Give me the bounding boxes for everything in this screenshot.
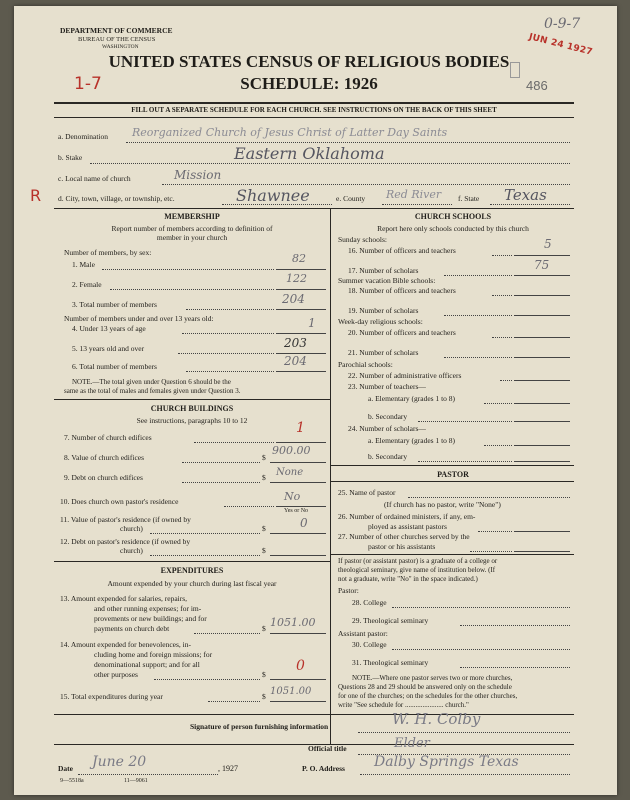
q23-label: 23. Number of teachers—	[348, 382, 426, 391]
county-line	[382, 204, 452, 205]
pastor-title: PASTOR	[437, 470, 469, 479]
county-label: e. County	[336, 194, 366, 203]
q23b-label: b. Secondary	[368, 412, 408, 421]
pastor-note-3: for one of the churches; on the schedules for the other churches,	[338, 692, 518, 700]
q6-dots	[186, 371, 274, 372]
q10-answer-line	[276, 506, 326, 507]
q8-value[interactable]: 900.00	[272, 444, 311, 457]
by-sex-label: Number of members, by sex:	[64, 248, 152, 257]
q9-dots	[182, 482, 260, 483]
q17-dots	[444, 275, 512, 276]
q11-label-2: church)	[120, 524, 143, 533]
q15-dots	[208, 701, 260, 702]
pastor-rule-top	[330, 465, 574, 466]
q4-answer-line	[276, 333, 326, 334]
official-title-value[interactable]: Elder	[394, 736, 430, 751]
q28-dots	[392, 607, 570, 608]
date-label: Date	[58, 764, 73, 773]
membership-title: MEMBERSHIP	[164, 212, 220, 221]
q11-dollar: $	[262, 524, 266, 533]
local-name-label: c. Local name of church	[58, 174, 131, 183]
q24a-dots	[484, 445, 512, 446]
by-age-label: Number of members under and over 13 years old:	[64, 314, 214, 323]
q15-answer-line	[270, 701, 326, 702]
q3-label: 3. Total number of members	[72, 300, 157, 309]
schools-title: CHURCH SCHOOLS	[414, 212, 492, 221]
pastor-note-2: Questions 28 and 29 should be answered only on the schedule	[338, 683, 512, 691]
address-line	[360, 774, 570, 775]
summer-label: Summer vacation Bible schools:	[338, 276, 436, 285]
graduate-text-2: theological seminary, give name of institution below. (If	[338, 566, 496, 574]
q31-dots	[460, 667, 570, 668]
q9-answer-line	[270, 482, 326, 483]
graduate-text-1: If pastor (or assistant pastor) is a graduate of a college or	[338, 557, 498, 565]
q13-dots	[194, 633, 260, 634]
q21-label: 21. Number of scholars	[348, 348, 419, 357]
q14-dots	[154, 679, 260, 680]
q3-dots	[186, 309, 274, 310]
yes-no-hint: Yes or No	[284, 508, 309, 514]
q2-value[interactable]: 122	[286, 272, 307, 285]
q4-label: 4. Under 13 years of age	[72, 324, 146, 333]
q12-dollar: $	[262, 546, 266, 555]
q26-dots	[478, 531, 512, 532]
city-label: d. City, town, village, or township, etc.	[58, 194, 175, 203]
q16-answer-line	[514, 255, 570, 256]
q8-answer-line	[270, 462, 326, 463]
q12-dots	[150, 555, 260, 556]
city-value[interactable]: Shawnee	[236, 186, 310, 205]
buildings-subtitle: See instructions, paragraphs 10 to 12	[136, 416, 248, 425]
q5-value[interactable]: 203	[284, 336, 307, 350]
q9-label: 9. Debt on church edifices	[64, 473, 143, 482]
date-value[interactable]: June 20	[92, 754, 147, 770]
sunday-label: Sunday schools:	[338, 235, 387, 244]
parochial-label: Parochial schools:	[338, 360, 393, 369]
header-rule-top	[54, 102, 574, 104]
schools-subtitle: Report here only schools conducted by this church	[377, 224, 529, 233]
q23a-answer-line	[514, 403, 570, 404]
membership-note-1: NOTE.—The total given under Question 6 should be the	[72, 378, 231, 386]
q7-answer-line	[276, 442, 326, 443]
q17-answer-line	[514, 275, 570, 276]
q20-label: 20. Number of officers and teachers	[348, 328, 456, 337]
q29-dots	[460, 625, 570, 626]
graduate-rule	[330, 554, 574, 555]
q23a-dots	[484, 403, 512, 404]
pastor-sub-label: Pastor:	[338, 586, 359, 595]
address-label: P. O. Address	[302, 764, 345, 773]
schedule-number: 486	[526, 78, 548, 93]
signature-line	[358, 732, 570, 733]
expenditures-rule	[54, 561, 330, 562]
q21-answer-line	[514, 357, 570, 358]
pastor-rule-bottom	[330, 481, 574, 482]
q7-dots	[194, 442, 274, 443]
column-divider	[330, 208, 331, 744]
q8-dots	[182, 462, 260, 463]
q21-dots	[444, 357, 512, 358]
q14-label-1: 14. Amount expended for benevolences, in-	[60, 640, 192, 649]
form-title: UNITED STATES CENSUS OF RELIGIOUS BODIES	[108, 52, 510, 71]
q24b-dots	[418, 461, 512, 462]
membership-subtitle-1: Report number of members according to definition of	[111, 224, 273, 233]
q22-label: 22. Number of administrative officers	[348, 371, 462, 380]
q4-value[interactable]: 1	[308, 316, 316, 330]
q14-label-2: cluding home and foreign missions; for	[94, 650, 213, 659]
table-top-rule	[54, 208, 574, 209]
q13-dollar: $	[262, 624, 266, 633]
q10-label: 10. Does church own pastor's residence	[60, 497, 179, 506]
pastor-note-1: NOTE.—Where one pastor serves two or more churches,	[352, 674, 513, 682]
q11-value[interactable]: 0	[300, 516, 308, 530]
q19-label: 19. Number of scholars	[348, 306, 419, 315]
footer-rule	[54, 714, 574, 715]
q3-value[interactable]: 204	[282, 292, 305, 306]
stamp-box	[510, 62, 520, 78]
q10-value[interactable]: No	[284, 490, 301, 503]
state-value[interactable]: Texas	[504, 186, 547, 204]
address-value[interactable]: Dalby Springs Texas	[374, 754, 519, 770]
q19-dots	[444, 315, 512, 316]
q24b-answer-line	[514, 461, 570, 462]
state-label: f. State	[458, 194, 480, 203]
denomination-value[interactable]: Reorganized Church of Jesus Christ of Latter Day Saints	[132, 126, 448, 139]
q14-value[interactable]: 0	[296, 658, 305, 674]
buildings-title: CHURCH BUILDINGS	[150, 404, 234, 413]
q27-answer-line	[514, 551, 570, 552]
form-number: 9—5518a	[60, 778, 84, 784]
expenditures-title: EXPENDITURES	[160, 566, 224, 575]
q15-value[interactable]: 1051.00	[270, 686, 312, 697]
expenditures-subtitle: Amount expended by your church during last fiscal year	[107, 579, 277, 588]
q27-label-2: pastor or his assistants	[368, 542, 436, 551]
q23b-dots	[418, 421, 512, 422]
q4-dots	[182, 333, 274, 334]
q15-label: 15. Total expenditures during year	[60, 692, 163, 701]
stake-label: b. Stake	[58, 153, 83, 162]
q24-label: 24. Number of scholars—	[348, 424, 426, 433]
pastor-note-4: write "See schedule for ...................... church."	[338, 701, 469, 709]
official-title-label: Official title	[308, 744, 347, 753]
q13-label-4: payments on church debt	[94, 624, 170, 633]
q24a-label: a. Elementary (grades 1 to 8)	[368, 436, 456, 445]
state-line	[490, 204, 570, 205]
date-year: , 1927	[218, 764, 238, 773]
q2-answer-line	[276, 289, 326, 290]
city-text: WASHINGTON	[102, 44, 139, 50]
date-line	[78, 774, 218, 775]
q26-answer-line	[514, 531, 570, 532]
q26-label-2: ployed as assistant pastors	[368, 522, 447, 531]
q6-value[interactable]: 204	[284, 354, 307, 368]
q13-label-2: and other running expenses; for im-	[94, 604, 202, 613]
q12-label-1: 12. Debt on pastor's residence (if owned by	[60, 537, 191, 546]
buildings-rule	[54, 399, 330, 400]
red-mark: R	[30, 186, 42, 205]
q6-label: 6. Total number of members	[72, 362, 157, 371]
q14-label-3: denominational support; and for all	[94, 660, 200, 669]
signature-value[interactable]: W. H. Colby	[392, 710, 481, 728]
county-value[interactable]: Red River	[386, 188, 442, 201]
q1-dots	[102, 269, 274, 270]
signature-label: Signature of person furnishing information	[190, 722, 329, 731]
denomination-label: a. Denomination	[58, 132, 108, 141]
q8-label: 8. Value of church edifices	[64, 453, 145, 462]
instruction-line: FILL OUT A SEPARATE SCHEDULE FOR EACH CHURCH. SEE INSTRUCTIONS ON THE BACK OF THIS SHEET	[131, 106, 497, 114]
q16-dots	[492, 255, 512, 256]
q20-answer-line	[514, 337, 570, 338]
q1-answer-line	[276, 269, 326, 270]
q3-answer-line	[276, 309, 326, 310]
local-name-line	[162, 184, 570, 185]
q13-value[interactable]: 1051.00	[270, 616, 316, 629]
q24b-label: b. Secondary	[368, 452, 408, 461]
q5-label: 5. 13 years old and over	[72, 344, 145, 353]
q26-label-1: 26. Number of ordained ministers, if any, em-	[338, 512, 476, 521]
q1-value[interactable]: 82	[292, 252, 306, 265]
q23b-answer-line	[514, 421, 570, 422]
q12-label-2: church)	[120, 546, 143, 555]
q16-label: 16. Number of officers and teachers	[348, 246, 456, 255]
q11-label-1: 11. Value of pastor's residence (if owned by	[60, 515, 191, 524]
q13-answer-line	[270, 633, 326, 634]
denomination-line	[126, 142, 570, 143]
form-number-2: 11—9061	[124, 778, 148, 784]
schedule-title: SCHEDULE: 1926	[240, 74, 378, 93]
local-name-value[interactable]: Mission	[174, 168, 222, 182]
q6-answer-line	[276, 371, 326, 372]
membership-subtitle-2: member in your church	[156, 233, 228, 242]
q22-dots	[500, 380, 512, 381]
q25-label: 25. Name of pastor	[338, 488, 396, 497]
census-schedule-sheet	[14, 6, 617, 795]
q5-dots	[178, 353, 274, 354]
q7-value[interactable]: 1	[296, 420, 305, 436]
top-right-annotation: 0-9-7	[544, 16, 581, 32]
q8-dollar: $	[262, 453, 266, 462]
q27-dots	[470, 551, 512, 552]
q19-answer-line	[514, 315, 570, 316]
q12-answer-line	[270, 555, 326, 556]
q13-label-3: provements or new buildings; and for	[94, 614, 207, 623]
q29-label: 29. Theological seminary	[352, 616, 429, 625]
q18-dots	[492, 295, 512, 296]
q31-label: 31. Theological seminary	[352, 658, 429, 667]
q11-answer-line	[270, 533, 326, 534]
q25-dots	[408, 497, 570, 498]
q23a-label: a. Elementary (grades 1 to 8)	[368, 394, 456, 403]
q9-value[interactable]: None	[276, 467, 304, 478]
stake-value[interactable]: Eastern Oklahoma	[234, 144, 385, 163]
q2-label: 2. Female	[72, 280, 102, 289]
q9-dollar: $	[262, 473, 266, 482]
q1-label: 1. Male	[72, 260, 95, 269]
graduate-text-3: not a graduate, write "No" in the space indicated.)	[338, 575, 478, 583]
q27-label-1: 27. Number of other churches served by the	[338, 532, 470, 541]
stake-line	[90, 163, 570, 164]
q18-answer-line	[514, 295, 570, 296]
q18-label: 18. Number of officers and teachers	[348, 286, 456, 295]
q10-dots	[224, 506, 274, 507]
q13-label-1: 13. Amount expended for salaries, repairs,	[60, 594, 188, 603]
header-rule-bottom	[54, 117, 574, 118]
department-text: DEPARTMENT OF COMMERCE	[60, 26, 173, 35]
bureau-text: BUREAU OF THE CENSUS	[78, 36, 156, 43]
q2-dots	[110, 289, 274, 290]
q24a-answer-line	[514, 445, 570, 446]
membership-note-2: same as the total of males and females given under Question 3.	[64, 387, 241, 395]
weekday-label: Week-day religious schools:	[338, 317, 423, 326]
q14-answer-line	[270, 679, 326, 680]
q22-answer-line	[514, 380, 570, 381]
q11-dots	[150, 533, 260, 534]
assistant-sub-label: Assistant pastor:	[338, 629, 388, 638]
red-code-annotation: 1-7	[74, 74, 102, 94]
received-stamp: JUN 24 1927	[527, 32, 594, 58]
q20-dots	[492, 337, 512, 338]
q17-value[interactable]: 75	[534, 258, 550, 272]
q14-label-4: other purposes	[94, 670, 138, 679]
q17-label: 17. Number of scholars	[348, 266, 419, 275]
q30-label: 30. College	[352, 640, 387, 649]
q25-note: (If church has no pastor, write "None")	[384, 500, 501, 509]
q28-label: 28. College	[352, 598, 387, 607]
q15-dollar: $	[262, 692, 266, 701]
q30-dots	[392, 649, 570, 650]
q7-label: 7. Number of church edifices	[64, 433, 152, 442]
q14-dollar: $	[262, 670, 266, 679]
q16-value[interactable]: 5	[544, 237, 552, 251]
